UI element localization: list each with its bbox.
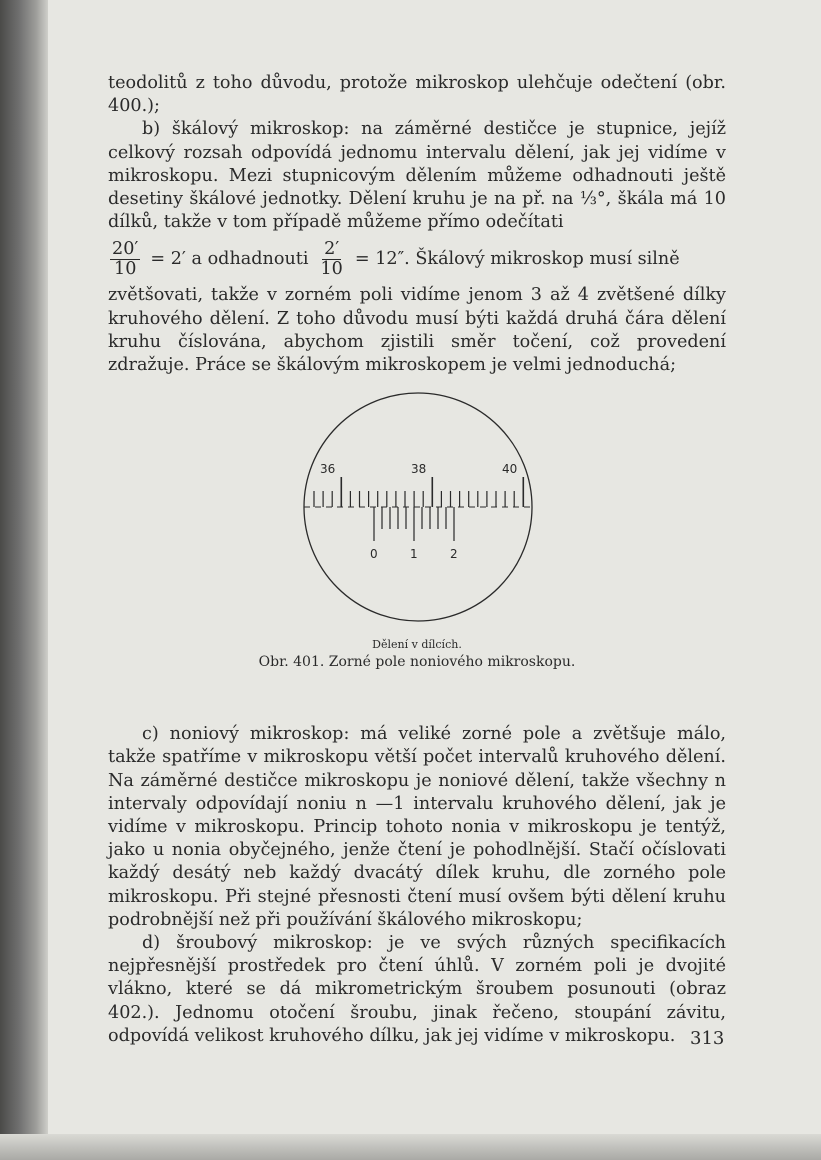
fraction-2-numerator: 2′ xyxy=(324,238,340,259)
paragraph-vernier-microscope: c) noniový mikroskop: má veliké zorné pole a zvětšuje málo, takže spatříme v mikroskopu větší počet intervalů kruhového dělení. Na záměrné destičce mikroskopu je noniové dělení, takže všechny n intervaly odpovídají noniu n —1 intervalu kruhového dělení, jak je vidíme v mikroskopu. Princip tohoto nonia v mikroskopu je tentýž, jako u nonia obyčejného, jenže čtení je pohodlnější. Stačí očíslovati každý desátý neb každý dvacátý dílek kruhu, dle zorného pole mikroskopu. Při stejné přesnosti čtení musí ovšem býti dělení kruhu podrobnější než při používání škálového mikroskopu; xyxy=(108,724,726,930)
formula-text-1: = 2′ a odhadnouti xyxy=(150,248,309,269)
fraction-1-numerator: 20′ xyxy=(112,238,139,259)
top-label-40: 40 xyxy=(502,462,518,477)
fraction-2 xyxy=(318,240,344,279)
formula-line xyxy=(108,234,726,284)
formula-text-2: = 12″. Škálový mikroskop musí silně xyxy=(354,248,680,269)
vernier-ticks xyxy=(374,507,454,541)
bottom-label-2: 2 xyxy=(450,547,458,562)
circle-division-ticks xyxy=(314,477,523,507)
bottom-label-1: 1 xyxy=(410,547,418,562)
microscope-field-diagram xyxy=(108,383,726,633)
page-content xyxy=(108,72,726,1048)
figure-caption: Obr. 401. Zorné pole noniového mikroskopu. xyxy=(258,654,576,671)
paragraph-scale-microscope: b) škálový mikroskop: na záměrné destičce je stupnice, jejíž celkový rozsah odpovídá jednomu intervalu dělení, jak jej vidíme v mikroskopu. Mezi stupnicovým dělením můžeme odhadnouti ještě desetiny škálové jednotky. Dělení kruhu je na př. na ⅓°, škála má 10 dílků, takže v tom případě můžeme přímo odečítati xyxy=(108,119,726,233)
top-label-38: 38 xyxy=(411,462,427,477)
top-label-36: 36 xyxy=(320,462,336,477)
bottom-label-0: 0 xyxy=(370,547,378,562)
figure-subcaption: Dělení v dílcích. xyxy=(372,638,462,652)
paragraph-scale-continued: zvětšovati, takže v zorném poli vidíme jenom 3 až 4 zvětšené dílky kruhového dělení. Z toho důvodu musí býti každá druhá čára dělení kruhu číslována, abychom zjistili směr točení, což provedení zdražuje. Práce se škálovým mikroskopem je velmi jednoduchá; xyxy=(108,285,726,376)
page-number: 313 xyxy=(690,1028,725,1049)
paragraph-intro: teodolitů z toho důvodu, protože mikroskop ulehčuje odečtení (obr. 400.); xyxy=(108,73,726,117)
fraction-1 xyxy=(110,240,140,279)
fraction-1-denominator: 10 xyxy=(114,258,137,279)
page-bottom-edge xyxy=(0,1134,821,1160)
figure-microscope-field xyxy=(108,383,726,673)
book-gutter-shadow xyxy=(0,0,48,1160)
section-spacer xyxy=(108,673,726,723)
paragraph-screw-microscope: d) šroubový mikroskop: je ve svých různých specifikacích nejpřesnější prostředek pro čtení úhlů. V zorném poli je dvojité vlákno, které se dá mikrometrickým šroubem posunouti (obraz 402.). Jednomu otočení šroubu, jinak řečeno, stoupání závitu, odpovídá velikost kruhového dílku, jak jej vidíme v mikroskopu. xyxy=(108,933,726,1046)
fraction-2-denominator: 10 xyxy=(320,258,343,279)
